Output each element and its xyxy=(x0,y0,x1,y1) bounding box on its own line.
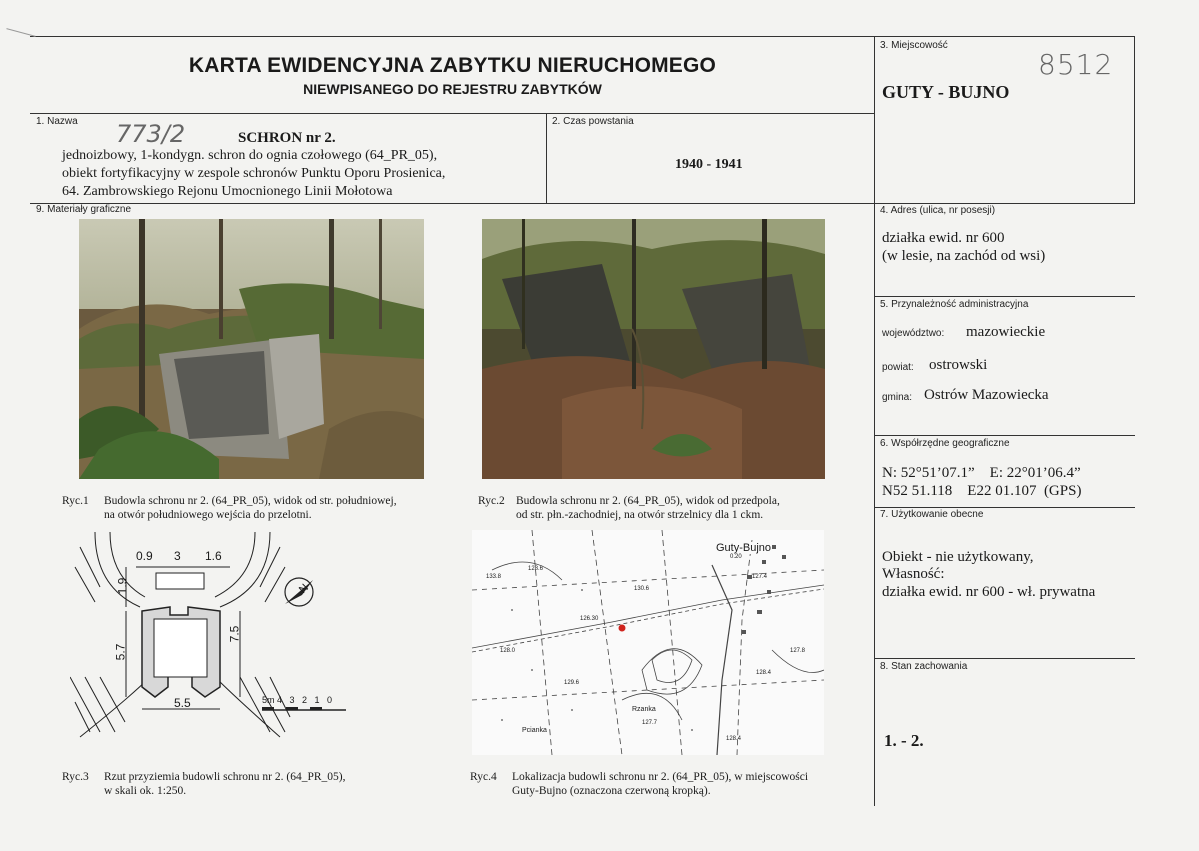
plan-dim-top-b: 3 xyxy=(174,549,181,563)
plan-scale-label: 5m 4 3 2 1 0 xyxy=(262,695,333,705)
plan-dim-top-a: 0.9 xyxy=(136,549,153,563)
label-uzytkowanie: 7. Użytkowanie obecne xyxy=(880,509,984,520)
photo-ryc2 xyxy=(482,219,825,479)
label-materialy: 9. Materiały graficzne xyxy=(36,204,132,215)
label-miejscowosc: 3. Miejscowość xyxy=(880,40,948,51)
caption-ryc4-line-2: Guty-Bujno (oznaczona czerwoną kropką). xyxy=(512,785,711,797)
rule-right-5 xyxy=(875,296,1135,297)
rule-section-9-top xyxy=(30,203,1135,204)
label-nazwa: 1. Nazwa xyxy=(36,116,78,127)
value-nazwa-title: SCHRON nr 2. xyxy=(238,130,336,146)
document-title: KARTA EWIDENCYJNA ZABYTKU NIERUCHOMEGO xyxy=(188,54,717,77)
value-uzytkowanie-line-1: Obiekt - nie użytkowany, xyxy=(882,549,1034,565)
plan-dim-top-c: 1.6 xyxy=(205,549,222,563)
rule-header-bottom xyxy=(30,113,875,114)
rule-outer-top xyxy=(30,36,1135,37)
caption-ryc1-line-2: na otwór południowego wejścia do przelotni. xyxy=(104,509,312,521)
photo-ryc1-illustration xyxy=(79,219,424,479)
value-uzytkowanie-line-2: Własność: xyxy=(882,566,945,582)
value-adres-line-2: (w lesie, na zachód od wsi) xyxy=(882,248,1046,264)
value-wojewodztwo: mazowieckie xyxy=(966,324,1046,340)
label-stan: 8. Stan zachowania xyxy=(880,661,968,672)
map-label-12: 127.8 xyxy=(790,648,806,654)
map-place-label: Guty-Bujno xyxy=(716,542,772,554)
caption-ryc3-number: Ryc.3 xyxy=(62,771,89,783)
label-przynaleznosc: 5. Przynależność administracyjna xyxy=(880,299,1029,310)
map-label-4: 129.6 xyxy=(564,680,580,686)
plan-drawing-ryc3 xyxy=(70,527,370,752)
map-ryc4 xyxy=(472,530,824,755)
value-czas-powstania: 1940 - 1941 xyxy=(675,157,743,172)
label-adres: 4. Adres (ulica, nr posesji) xyxy=(880,205,996,216)
rule-vertical-main xyxy=(874,36,875,806)
label-wspolrzedne: 6. Współrzędne geograficzne xyxy=(880,438,1010,449)
caption-ryc1-line-1: Budowla schronu nr 2. (64_PR_05), widok od str. południowej, xyxy=(104,495,397,507)
plan-dim-bottom: 5.5 xyxy=(174,696,191,710)
rule-vertical-right xyxy=(1134,36,1135,204)
map-label-5: 128.0 xyxy=(500,648,516,654)
map-label-11: 128.4 xyxy=(726,736,742,742)
photo-ryc2-illustration xyxy=(482,219,825,479)
plan-dim-right: 7.5 xyxy=(227,625,242,643)
caption-ryc3-line-2: w skali ok. 1:250. xyxy=(104,785,187,797)
caption-ryc4-number: Ryc.4 xyxy=(470,771,497,783)
value-wspolrzedne-line-1: N: 52°51’07.1” E: 22°01’06.4” xyxy=(882,465,1081,481)
value-adres-line-1: działka ewid. nr 600 xyxy=(882,230,1005,246)
map-label-2: 130.6 xyxy=(634,586,650,592)
map-label-1: 128.6 xyxy=(528,566,544,572)
rule-right-7 xyxy=(875,507,1135,508)
map-label-0: 133.8 xyxy=(486,574,502,580)
label-czas-powstania: 2. Czas powstania xyxy=(552,116,634,127)
corner-mark xyxy=(6,28,35,37)
value-miejscowosc: GUTY - BUJNO xyxy=(882,82,1010,102)
map-label-7: 128.4 xyxy=(756,670,772,676)
plan-dim-left-a: 1.9 xyxy=(115,577,130,595)
value-powiat: ostrowski xyxy=(929,357,988,373)
name-number-handwritten: 773/2 xyxy=(116,120,186,148)
caption-ryc2-number: Ryc.2 xyxy=(478,495,505,507)
value-stan: 1. - 2. xyxy=(884,731,924,750)
value-gmina: Ostrów Mazowiecka xyxy=(924,387,1049,403)
card-number-handwritten: 8512 xyxy=(1038,48,1114,81)
map-label-6: 127.4 xyxy=(752,574,768,580)
map-label-3: 126.30 xyxy=(580,616,599,622)
value-uzytkowanie-line-3: działka ewid. nr 600 - wł. prywatna xyxy=(882,584,1096,600)
photo-ryc1 xyxy=(79,219,424,479)
document-subtitle: NIEWPISANEGO DO REJESTRU ZABYTKÓW xyxy=(303,81,602,97)
caption-ryc2-line-1: Budowla schronu nr 2. (64_PR_05), widok od przedpola, xyxy=(516,495,780,507)
map-label-9: Pcianka xyxy=(522,727,547,734)
caption-ryc1-number: Ryc.1 xyxy=(62,495,89,507)
compass-n-letter: N xyxy=(296,581,312,597)
caption-ryc3-line-1: Rzut przyziemia budowli schronu nr 2. (64_PR_05), xyxy=(104,771,346,783)
value-nazwa-line-2: obiekt fortyfikacyjny w zespole schronów Punktu Oporu Prosienica, xyxy=(62,166,446,181)
value-nazwa-line-1: jednoizbowy, 1-kondygn. schron do ognia czołowego (64_PR_05), xyxy=(62,148,438,163)
value-nazwa-line-3: 64. Zambrowskiego Rejonu Umocnionego Linii Mołotowa xyxy=(62,184,393,199)
label-wojewodztwo: województwo: xyxy=(882,328,945,339)
rule-right-8 xyxy=(875,658,1135,659)
map-label-8: Rzanka xyxy=(632,706,656,713)
label-gmina: gmina: xyxy=(882,392,913,403)
caption-ryc2-line-2: od str. płn.-zachodniej, na otwór strzelnicy dla 1 ckm. xyxy=(516,509,764,521)
map-label-10: 127.7 xyxy=(642,720,658,726)
rule-right-6 xyxy=(875,435,1135,436)
plan-dim-left-b: 5.7 xyxy=(113,643,128,661)
rule-vertical-name xyxy=(546,113,547,204)
value-wspolrzedne-line-2: N52 51.118 E22 01.107 (GPS) xyxy=(882,483,1082,499)
caption-ryc4-line-1: Lokalizacja budowli schronu nr 2. (64_PR_05), w miejscowości xyxy=(512,771,809,783)
label-powiat: powiat: xyxy=(882,362,914,373)
map-place-sub: 0.20 xyxy=(730,554,742,560)
